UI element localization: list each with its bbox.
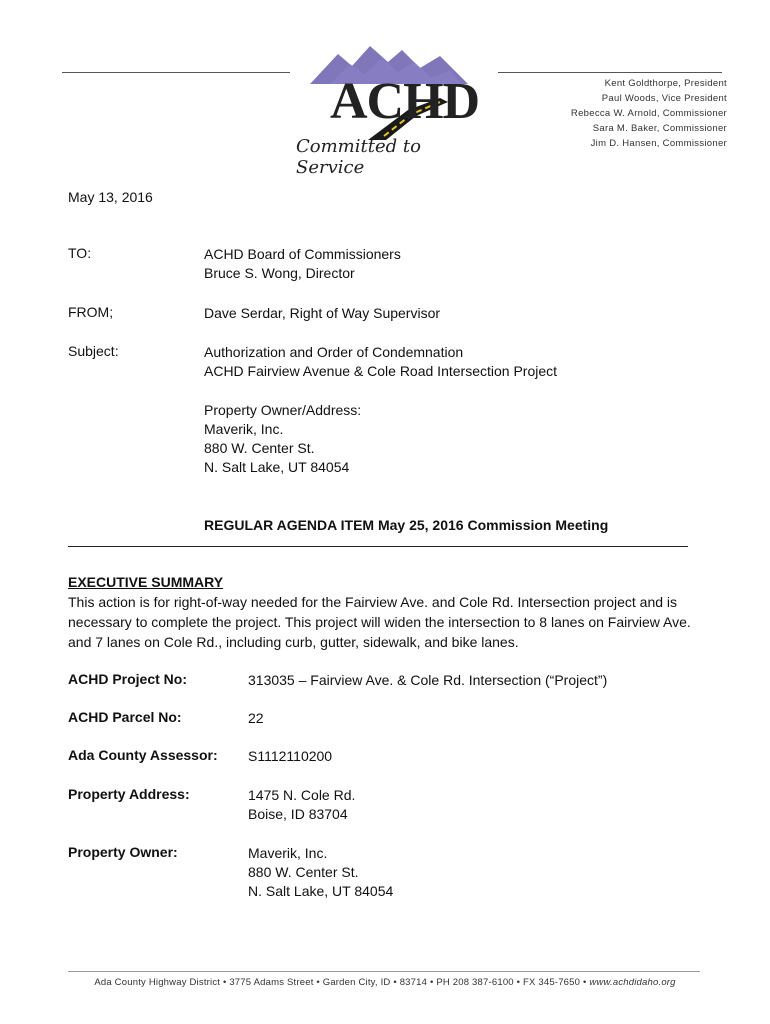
commissioner-name: Rebecca W. Arnold, Commissioner	[570, 108, 727, 119]
parcel-no-value: 22	[248, 710, 264, 726]
owner-line: 880 W. Center St.	[248, 864, 359, 880]
to-line: Bruce S. Wong, Director	[204, 265, 355, 281]
owner-line: N. Salt Lake, UT 84054	[248, 883, 394, 899]
footer-contact	[0, 977, 770, 988]
owner-line: Maverik, Inc.	[204, 421, 284, 437]
from-label: FROM;	[68, 304, 114, 320]
summary-heading: EXECUTIVE SUMMARY	[68, 574, 224, 590]
assessor-value: S1112110200	[248, 748, 333, 764]
subject-line: ACHD Fairview Avenue & Cole Road Intersection Project	[204, 363, 558, 379]
owner-line: Maverik, Inc.	[248, 845, 328, 861]
header-rule-right	[498, 72, 722, 73]
memo-date: May 13, 2016	[68, 189, 153, 205]
commissioner-name: Paul Woods, Vice President	[601, 93, 727, 104]
achd-logo	[290, 40, 490, 178]
to-label: TO:	[68, 245, 92, 261]
parcel-no-label: ACHD Parcel No:	[68, 709, 182, 725]
owner-line: N. Salt Lake, UT 84054	[204, 459, 350, 475]
footer-address: Ada County Highway District • 3775 Adams Street • Garden City, ID • 83714 • PH 208 387-6100 • FX 345-7650 •	[94, 977, 590, 988]
commissioner-list	[571, 76, 727, 151]
assessor-label: Ada County Assessor:	[68, 747, 218, 763]
project-no-value: 313035 – Fairview Ave. & Cole Rd. Intersection (“Project”)	[248, 672, 608, 688]
footer-rule	[68, 971, 700, 972]
logo-wordmark: ACHD	[330, 73, 480, 130]
logo-tagline: Committed to Service	[296, 136, 421, 178]
address-line: Boise, ID 83704	[248, 806, 348, 822]
owner-line: 880 W. Center St.	[204, 440, 315, 456]
subject-label: Subject:	[68, 343, 119, 359]
agenda-rule	[68, 546, 688, 547]
owner-line: Property Owner/Address:	[204, 402, 362, 418]
commissioner-name: Jim D. Hansen, Commissioner	[590, 138, 727, 149]
subject-line: Authorization and Order of Condemnation	[204, 344, 464, 360]
address-line: 1475 N. Cole Rd.	[248, 787, 356, 803]
property-address-value	[248, 786, 355, 824]
to-recipients	[204, 245, 401, 283]
subject-value	[204, 343, 557, 381]
to-line: ACHD Board of Commissioners	[204, 246, 401, 262]
owner-address-block	[204, 401, 361, 477]
project-no-label: ACHD Project No:	[68, 671, 188, 687]
property-owner-label: Property Owner:	[68, 844, 178, 860]
property-owner-value	[248, 844, 393, 901]
footer-website-link[interactable]: www.achdidaho.org	[589, 977, 676, 988]
summary-text: This action is for right-of-way needed for the Fairview Ave. and Cole Rd. Intersection project and is necessary to complete the project. This project will widen the intersection to 8 lanes on Fairview Ave. and 7 lanes on Cole Rd., including curb, gutter, sidewalk, and bike lanes.	[68, 594, 691, 650]
header-rule-left	[62, 72, 290, 73]
agenda-item: REGULAR AGENDA ITEM May 25, 2016 Commission Meeting	[204, 517, 609, 533]
property-address-label: Property Address:	[68, 786, 190, 802]
commissioner-name: Sara M. Baker, Commissioner	[592, 123, 727, 134]
from-value: Dave Serdar, Right of Way Supervisor	[204, 305, 441, 321]
commissioner-name: Kent Goldthorpe, President	[604, 78, 727, 89]
